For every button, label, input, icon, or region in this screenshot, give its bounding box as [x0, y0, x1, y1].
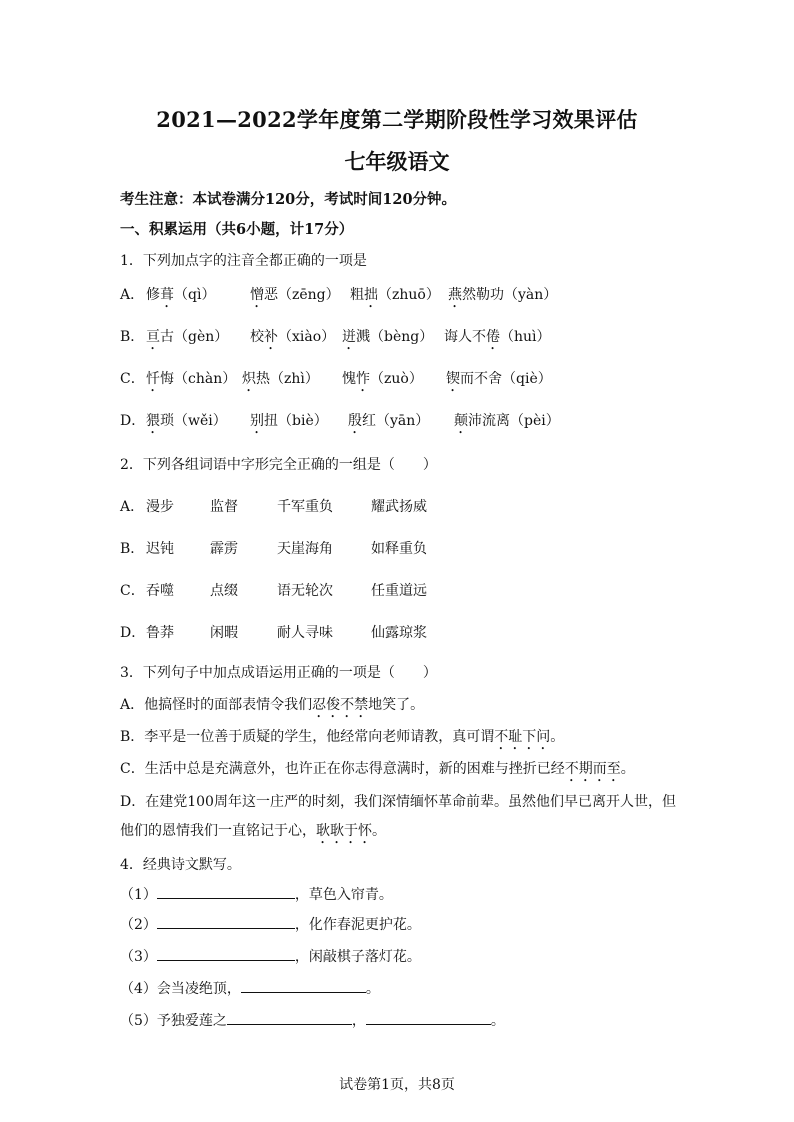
question-3-stem: 3．下列句子中加点成语运用正确的一项是（ ）	[120, 665, 437, 681]
option-label: D．	[120, 413, 146, 429]
word: 漫步	[146, 499, 174, 515]
answer-blank[interactable]	[241, 978, 366, 993]
word: 如释重负	[371, 541, 427, 557]
word: 耀武扬威	[371, 499, 427, 515]
word: 监督	[210, 499, 238, 515]
pinyin-item: 颠沛流离（pèi）	[454, 413, 560, 429]
q3-option-b: B．李平是一位善于质疑的学生，他经常向老师请教，真可谓不耻下问。	[120, 729, 565, 745]
question-1-stem: 1．下列加点字的注音全都正确的一项是	[120, 253, 367, 269]
dictation-item-3: （3） ，闲敲棋子落灯花。	[120, 946, 421, 966]
pinyin-item: 忏悔（chàn）	[146, 371, 237, 387]
answer-blank[interactable]	[227, 1010, 352, 1025]
exam-subtitle: 七年级语文	[344, 149, 450, 174]
pinyin-item: 粗拙（zhuō）	[350, 287, 440, 303]
dictation-item-5: （5）予独爱莲之 ， 。	[120, 1010, 505, 1030]
answer-blank[interactable]	[157, 884, 295, 899]
word: 吞噬	[146, 583, 174, 599]
word: 仙露琼浆	[371, 625, 427, 641]
word: 鲁莽	[146, 625, 174, 641]
option-label: A．	[120, 287, 145, 303]
pinyin-item: 炽热（zhì）	[242, 371, 319, 387]
option-label: B．	[120, 329, 145, 345]
word: 任重道远	[371, 583, 427, 599]
pinyin-item: 别扭（biè）	[250, 413, 328, 429]
answer-blank[interactable]	[157, 946, 295, 961]
dictation-item-1: （1） ，草色入帘青。	[120, 884, 393, 904]
exam-title: 2021—2022学年度第二学期阶段性学习效果评估	[156, 107, 638, 132]
word: 闲暇	[210, 625, 238, 641]
q3-option-a: A．他搞怪时的面部表情令我们忍俊不禁地笑了。	[120, 697, 425, 713]
section-heading: 一、积累运用（共6小题，计17分）	[120, 221, 354, 238]
pinyin-item: 诲人不倦（huì）	[444, 329, 551, 345]
word: 耐人寻味	[277, 625, 333, 641]
q3-option-d-line2: 他们的恩情我们一直铭记于心，耿耿于怀。	[120, 823, 386, 839]
page-footer: 试卷第1页，共8页	[339, 1077, 455, 1093]
pinyin-item: 猥琐（wěi）	[146, 413, 227, 429]
question-4-stem: 4．经典诗文默写。	[120, 857, 241, 873]
answer-blank[interactable]	[157, 914, 295, 929]
option-label: D．	[120, 625, 146, 641]
exam-notice: 考生注意：本试卷满分120分，考试时间120分钟。	[120, 191, 457, 208]
pinyin-item: 殷红（yān）	[348, 413, 430, 429]
q3-option-c: C．生活中总是充满意外，也许正在你志得意满时，新的困难与挫折已经不期而至。	[120, 761, 635, 777]
option-label: C．	[120, 583, 145, 599]
pinyin-item: 燕然勒功（yàn）	[448, 287, 558, 303]
word: 点缀	[210, 583, 238, 599]
dictation-item-4: （4）会当凌绝顶， 。	[120, 978, 380, 998]
pinyin-item: 锲而不舍（qiè）	[446, 371, 552, 387]
question-2-stem: 2．下列各组词语中字形完全正确的一组是（ ）	[120, 457, 437, 473]
word: 天崖海角	[277, 541, 333, 557]
pinyin-item: 亘古（gèn）	[146, 329, 229, 345]
word: 千军重负	[277, 499, 333, 515]
option-label: B．	[120, 541, 145, 557]
option-label: C．	[120, 371, 145, 387]
q3-option-d-line1: D．在建党100周年这一庄严的时刻，我们深情缅怀革命前辈。虽然他们早已离开人世，但	[120, 794, 676, 810]
pinyin-item: 迸溅（bèng）	[342, 329, 434, 345]
pinyin-item: 憎恶（zēng）	[250, 287, 340, 303]
answer-blank[interactable]	[366, 1010, 491, 1025]
pinyin-item: 校补（xiào）	[250, 329, 336, 345]
word: 霹雳	[210, 541, 238, 557]
dictation-item-2: （2） ，化作春泥更护花。	[120, 914, 421, 934]
option-label: A．	[120, 499, 145, 515]
pinyin-item: 修葺（qì）	[146, 287, 216, 303]
pinyin-item: 愧怍（zuò）	[342, 371, 423, 387]
word: 迟钝	[146, 541, 174, 557]
word: 语无轮次	[277, 583, 333, 599]
